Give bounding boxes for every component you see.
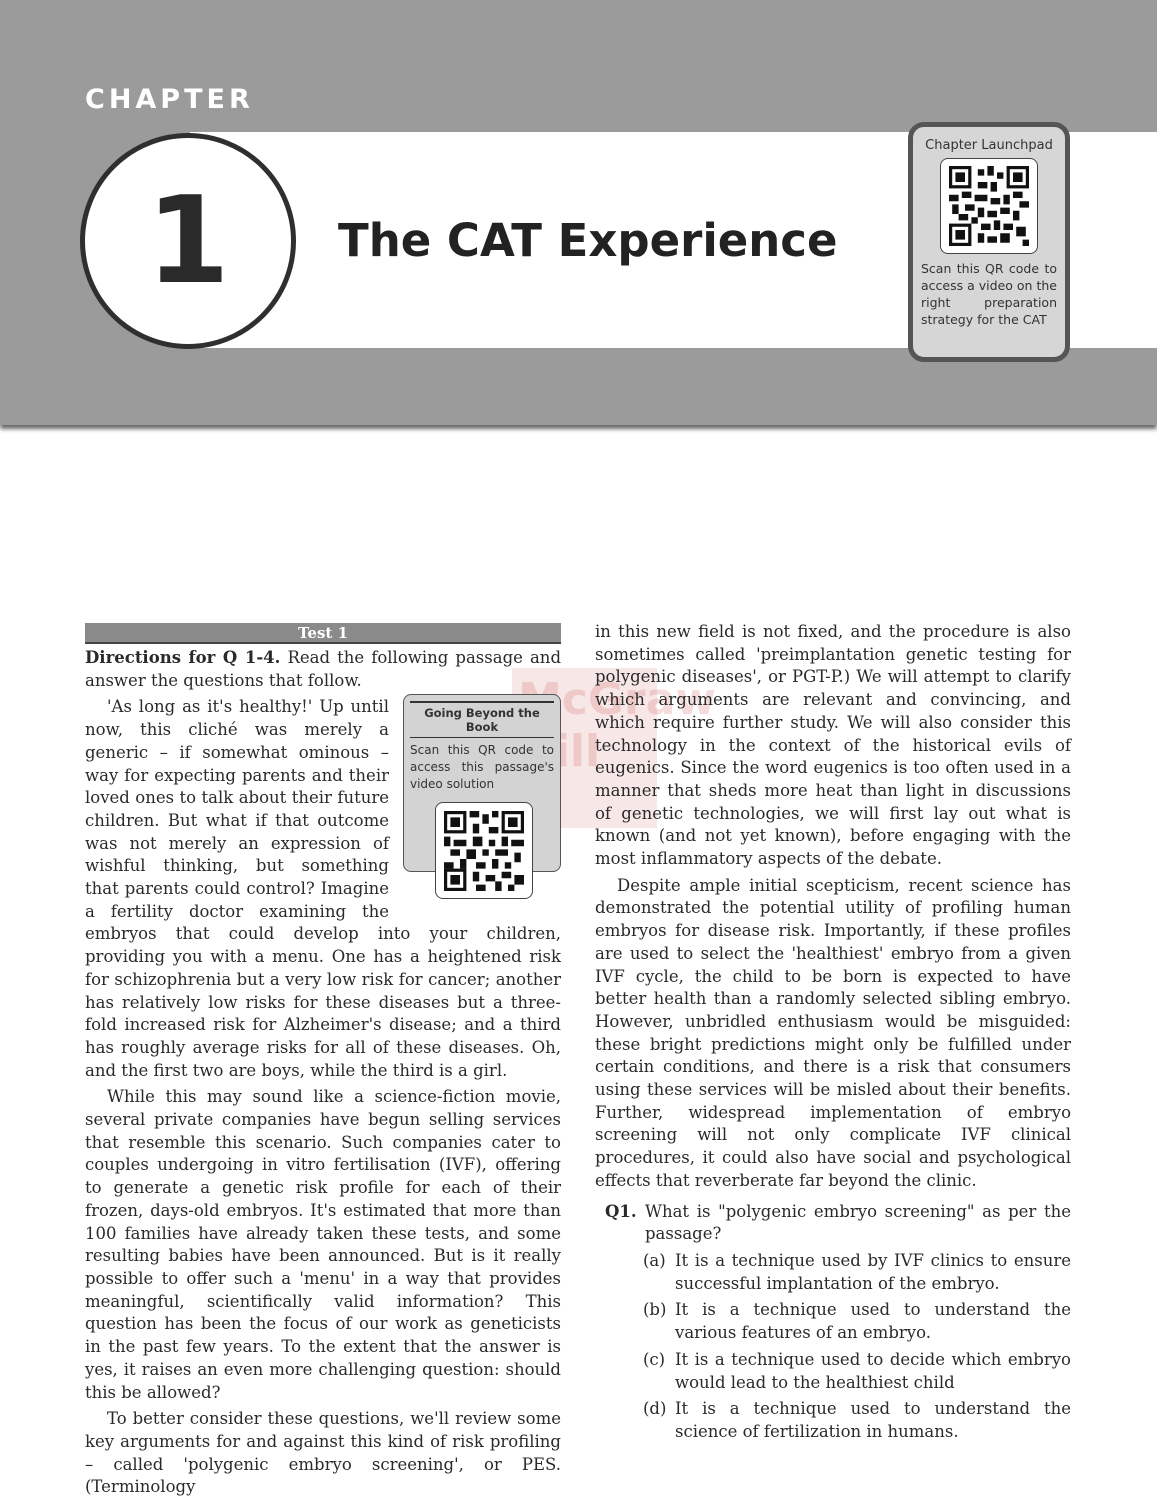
qr-code-icon[interactable] [940,158,1038,254]
right-column [595,621,1071,1444]
chapter-launchpad [908,122,1070,362]
chapter-label: CHAPTER [85,84,254,115]
option-label: (d) [643,1399,667,1419]
question-1 [595,1201,1071,1246]
option-text: It is a technique used to decide which embryo would lead to the healthiest child [675,1349,1071,1392]
going-beyond-title: Going Beyond the Book [410,701,554,738]
option-label: (a) [643,1250,666,1270]
option-a[interactable] [643,1250,1071,1295]
option-b[interactable] [643,1299,1071,1344]
launchpad-description: Scan this QR code to access a video on the right preparation strategy for the CAT [921,261,1057,327]
going-beyond-description: Scan this QR code to access this passage's video solution [410,743,554,792]
passage-paragraph: While this may sound like a science-fiction movie, several private companies have begun selling services that resemble this scenario. Such companies cater to couples undergoing in vitro fertilisation (IVF), offering to generate a genetic risk profile for each of their frozen, days-old embryos. It's estimated that more than 100 families have already taken these tests, and some resulting babies have been announced. But is it really possible to offer such a 'menu' in a way that provides meaningful, scientifically valid information? This question has been the focus of our work as geneticists in the past few years. To the extent that the answer is yes, it raises an even more challenging question: should this be allowed? [85,1087,561,1402]
chapter-number: 1 [80,133,296,349]
option-d[interactable] [643,1398,1071,1443]
option-text: It is a technique used by IVF clinics to ensure successful implantation of the embryo. [675,1250,1071,1293]
left-column [85,623,561,1499]
question-text: What is "polygenic embryo screening" as per the passage? [645,1201,1071,1244]
directions-label: Directions for Q 1-4. [85,648,281,667]
launchpad-title: Chapter Launchpad [925,138,1053,153]
passage-paragraph: To better consider these questions, we'll review some key arguments for and against this kind of risk profiling – called 'polygenic embryo screening', or PES. (Terminology [85,1409,561,1497]
option-c[interactable] [643,1349,1071,1394]
qr-code-icon[interactable] [435,802,533,899]
passage-paragraph: 'As long as it's healthy!' Up until now, this cliché was merely a generic – if somewhat ominous – way for expecting parents and their loved ones to talk about their future children. But what if that outcome was not merely an expression of wishful thinking, but something that parents could control? Imagine a fertility doctor examining the embryos that could develop into your children, providing you with a menu. One has a heightened risk for schizophrenia but a very low risk for cancer; another has relatively low risks for these diseases but a three-fold increased risk for Alzheimer's disease; and a third has roughly average risks for all of these diseases. Oh, and the first two are boys, while the third is a girl. [85,697,561,1080]
chapter-title: The CAT Experience [338,214,838,267]
option-text: It is a technique used to understand the various features of an embryo. [675,1300,1071,1343]
publisher-watermark: McGraw [512,668,657,828]
directions [85,647,561,692]
directions-text: Read the following passage and answer the questions that follow. [85,648,561,690]
option-label: (b) [643,1300,667,1320]
passage-paragraph: Despite ample initial scepticism, recent science has demonstrated the potential utility of profiling human embryos for disease risk. Importantly, if these profiles are used to select the 'healthiest' embryo from a given IVF cycle, the child to be born is expected to have better health than a randomly selected sibling embryo. However, unbridled enthusiasm would be misguided: these bright predictions might only be fulfilled under certain conditions, and there is a risk that consumers using these services will be misled about their benefits. Further, widespread implementation of embryo screening will not only complicate IVF clinical procedures, it could also have social and psychological effects that reverberate far beyond the clinic. [595,875,1071,1190]
section-heading: Test 1 [85,623,561,644]
passage-paragraph: in this new field is not fixed, and the procedure is also sometimes called 'preimplantation genetic testing for polygenic diseases', or PGT-P.) We will attempt to clarify which arguments are relevant and convincing, and which require further study. We will also consider this technology in the context of the historical evils of eugenics. Since the word eugenics is too often used in a manner that sheds more heat than light in discussions of genetic technologies, we will first lay out what is known (and not yet known), before engaging with the most inflammatory aspects of the debate. [595,622,1071,869]
chapter-header [0,0,1157,425]
going-beyond-box [403,694,561,900]
option-label: (c) [643,1349,666,1369]
option-text: It is a technique used to understand the science of fertilization in humans. [675,1399,1071,1441]
question-number: Q1. [605,1201,637,1221]
